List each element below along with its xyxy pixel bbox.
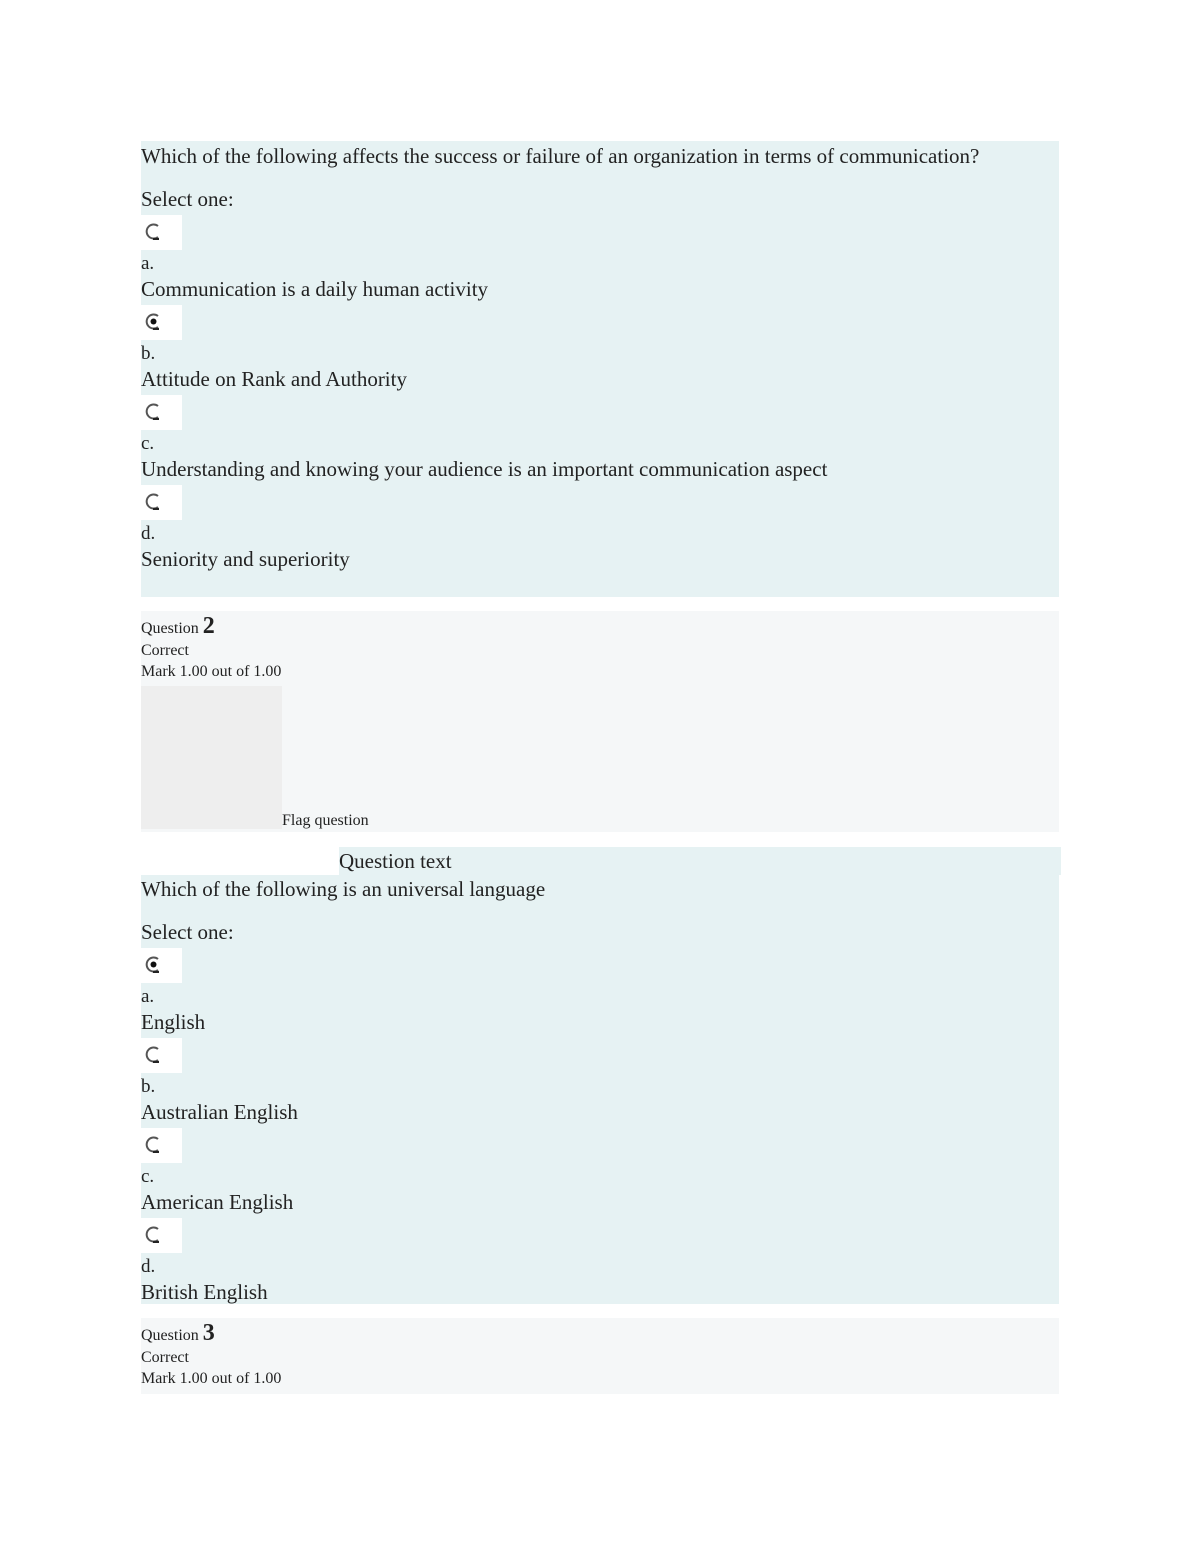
radio-button-icon — [144, 222, 164, 242]
radio-button-icon — [144, 1135, 164, 1155]
question-2-info — [141, 611, 1059, 832]
option-c-text[interactable]: American English — [141, 1190, 294, 1214]
question-grade: Mark 1.00 out of 1.00 — [141, 1370, 282, 1387]
question-label: Question — [141, 620, 199, 637]
flag-icon[interactable] — [141, 686, 282, 829]
radio-button-selected-icon — [144, 955, 164, 975]
option-a-radio[interactable] — [141, 948, 182, 983]
option-b-letter: b. — [141, 1076, 156, 1097]
option-a-radio[interactable] — [141, 215, 182, 250]
option-d-letter: d. — [141, 523, 156, 544]
option-d-radio[interactable] — [141, 485, 182, 520]
option-b-radio[interactable] — [141, 1038, 182, 1073]
option-b-letter: b. — [141, 343, 156, 364]
question-number-value: 3 — [202, 1320, 215, 1346]
question-number-value: 2 — [202, 613, 215, 639]
option-a-letter: a. — [141, 253, 155, 274]
radio-button-icon — [144, 492, 164, 512]
question-number — [141, 1318, 1059, 1347]
option-c-text[interactable]: Understanding and knowing your audience is an important communication aspect — [141, 457, 828, 481]
option-c-radio[interactable] — [141, 1128, 182, 1163]
option-a-text[interactable]: English — [141, 1010, 206, 1034]
radio-button-icon — [144, 402, 164, 422]
question-label: Question — [141, 1327, 199, 1344]
radio-button-selected-icon — [144, 312, 164, 332]
question-1-block — [141, 141, 1059, 597]
question-2-block — [141, 875, 1059, 1304]
question-text-header: Question text — [339, 847, 1061, 875]
option-c-letter: c. — [141, 433, 155, 454]
radio-button-icon — [144, 1045, 164, 1065]
flag-question-link[interactable]: Flag question — [282, 812, 369, 829]
question-number — [141, 611, 1059, 640]
radio-button-icon — [144, 1225, 164, 1245]
option-a-letter: a. — [141, 986, 155, 1007]
select-one-label: Select one: — [141, 187, 234, 211]
option-d-text[interactable]: Seniority and superiority — [141, 547, 350, 571]
option-a-text[interactable]: Communication is a daily human activity — [141, 277, 489, 301]
question-state: Correct — [141, 1349, 189, 1366]
option-d-radio[interactable] — [141, 1218, 182, 1253]
option-b-text[interactable]: Attitude on Rank and Authority — [141, 367, 407, 391]
question-3-info — [141, 1318, 1059, 1394]
option-b-text[interactable]: Australian English — [141, 1100, 298, 1124]
option-d-letter: d. — [141, 1256, 156, 1277]
option-d-text[interactable]: British English — [141, 1280, 268, 1304]
question-state: Correct — [141, 642, 189, 659]
option-c-letter: c. — [141, 1166, 155, 1187]
select-one-label: Select one: — [141, 920, 234, 944]
question-1-text: Which of the following affects the success or failure of an organization in terms of communication? — [141, 144, 980, 168]
question-2-text: Which of the following is an universal language — [141, 877, 546, 901]
option-c-radio[interactable] — [141, 395, 182, 430]
question-grade: Mark 1.00 out of 1.00 — [141, 663, 282, 680]
option-b-radio[interactable] — [141, 305, 182, 340]
